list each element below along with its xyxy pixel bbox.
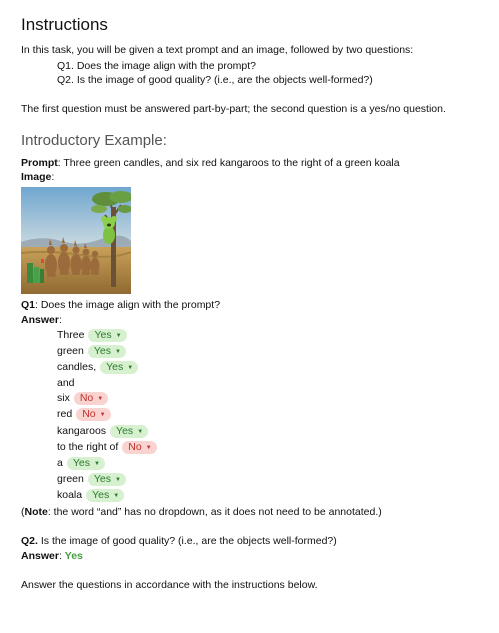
intro-text: In this task, you will be given a text prompt and an image, followed by two questions: — [21, 44, 414, 56]
q2-answer-colon: : — [58, 550, 65, 562]
annotation-word: green — [57, 473, 84, 486]
annotation-row — [57, 473, 126, 486]
dropdown-value: Yes — [72, 457, 90, 470]
q2-label: Q2. — [21, 535, 38, 547]
chevron-down-icon: ▼ — [127, 364, 134, 371]
dropdown-value: Yes — [106, 361, 124, 374]
annotation-row — [57, 425, 148, 438]
dropdown-value: Yes — [92, 489, 110, 502]
dropdown-value: No — [128, 441, 142, 454]
annotation-row — [57, 408, 111, 421]
kangaroo-koala-illustration — [21, 187, 131, 294]
annotation-word: kangaroos — [57, 425, 107, 438]
chevron-down-icon: ▼ — [99, 411, 106, 418]
q2-answer-value: Yes — [64, 550, 83, 562]
annotation-word: to the right of — [57, 441, 119, 454]
yes-dropdown[interactable] — [100, 361, 138, 374]
annotation-row — [57, 457, 105, 470]
yes-dropdown[interactable] — [110, 425, 148, 438]
annotation-row — [57, 329, 127, 342]
q2-answer-label: Answer — [21, 550, 59, 562]
q2-line — [21, 535, 337, 548]
annotation-word: red — [57, 408, 73, 421]
chevron-down-icon: ▼ — [97, 395, 104, 402]
no-dropdown[interactable] — [76, 408, 110, 421]
q1-line — [21, 299, 220, 312]
yes-dropdown[interactable] — [88, 329, 126, 342]
annotation-row — [57, 361, 138, 374]
dropdown-value: No — [79, 392, 94, 405]
yes-dropdown[interactable] — [88, 473, 126, 486]
annotation-word: koala — [57, 489, 83, 502]
annotation-word: candles, — [57, 361, 97, 374]
q2-text: Is the image of good quality? (i.e., are the objects well-formed?) — [37, 535, 337, 547]
annotation-word: six — [57, 392, 70, 405]
annotation-row — [57, 441, 157, 454]
note-open: ( — [21, 506, 25, 518]
no-dropdown[interactable] — [74, 392, 108, 405]
note-label: Note — [24, 506, 48, 518]
annotation-word: green — [57, 345, 84, 358]
prompt-label: Prompt — [21, 157, 58, 169]
chevron-down-icon: ▼ — [145, 444, 152, 451]
image-label: Image — [21, 171, 52, 183]
annotation-row — [57, 345, 126, 358]
yes-dropdown[interactable] — [88, 345, 126, 358]
example-heading: Introductory Example: — [21, 132, 167, 149]
dropdown-value: Yes — [93, 473, 111, 486]
answer-colon: : — [58, 314, 62, 326]
prompt-text: : Three green candles, and six red kangaroos to the right of a green koala — [57, 157, 400, 169]
annotation-word: Three — [57, 329, 85, 342]
image-colon: : — [51, 171, 55, 183]
annotation-word: and — [57, 377, 75, 389]
q2-answer-line — [21, 550, 83, 563]
image-line — [21, 171, 54, 184]
example-image — [21, 187, 131, 294]
yes-dropdown[interactable] — [86, 489, 124, 502]
chevron-down-icon: ▼ — [113, 492, 120, 499]
dropdown-value: Yes — [94, 329, 112, 342]
chevron-down-icon: ▼ — [115, 332, 122, 339]
rule-text: The first question must be answered part-by-part; the second question is a yes/no question. — [21, 103, 446, 115]
q1-text: : Does the image align with the prompt? — [35, 299, 221, 311]
page-title: Instructions — [21, 15, 108, 34]
dropdown-value: No — [82, 408, 96, 421]
chevron-down-icon: ▼ — [137, 428, 144, 435]
q1-label: Q1 — [21, 299, 36, 311]
chevron-down-icon: ▼ — [115, 476, 121, 483]
annotation-word: a — [57, 457, 63, 470]
closing-text: Answer the questions in accordance with the instructions below. — [21, 579, 318, 591]
question-2-description: Q2. Is the image of good quality? (i.e., are the objects well-formed?) — [57, 74, 373, 86]
no-dropdown[interactable] — [122, 441, 156, 454]
note-text: : the word “and” has no dropdown, as it does not need to be annotated.) — [47, 506, 382, 518]
answer-label: Answer — [21, 314, 59, 326]
question-1-description: Q1. Does the image align with the prompt? — [57, 60, 257, 72]
prompt-line — [21, 157, 400, 170]
answer-line — [21, 314, 62, 327]
chevron-down-icon: ▼ — [115, 348, 121, 355]
dropdown-value: Yes — [93, 345, 111, 358]
dropdown-value: Yes — [116, 425, 134, 438]
chevron-down-icon: ▼ — [93, 460, 100, 467]
annotation-row — [57, 489, 124, 502]
annotation-row — [57, 377, 79, 390]
annotation-row — [57, 392, 108, 405]
note-line — [21, 506, 382, 519]
yes-dropdown[interactable] — [67, 457, 105, 470]
